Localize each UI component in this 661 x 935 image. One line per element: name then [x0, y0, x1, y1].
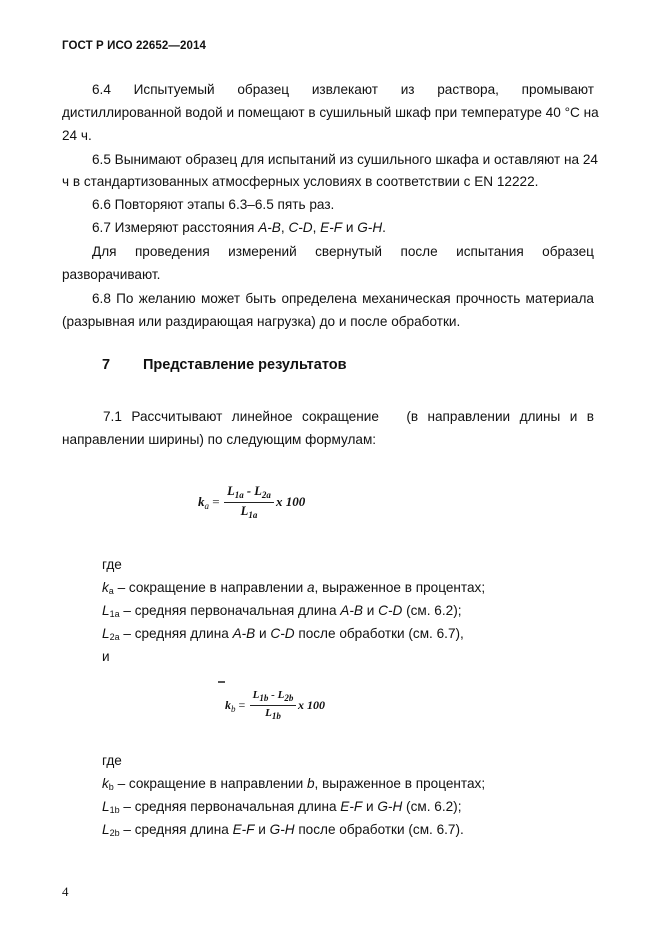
variable: a	[306, 580, 315, 595]
text: – средняя первоначальная длина	[119, 799, 341, 814]
symbol-l: L	[227, 484, 235, 498]
page-number: 4	[62, 884, 69, 899]
symbol: L	[102, 603, 110, 618]
def-l2b	[102, 821, 464, 842]
minus: -	[243, 484, 255, 498]
p67b-line1	[92, 243, 594, 261]
word: из	[400, 82, 415, 97]
p71-line2: направлении ширины) по следующим формулам:	[62, 432, 377, 447]
p68-line2: (разрывная или раздирающая нагрузка) до и после обработки.	[62, 314, 461, 329]
word: 6.4	[92, 82, 111, 97]
point: C-D	[378, 603, 403, 618]
equals: =	[238, 698, 246, 712]
symbol-k: k	[225, 698, 231, 712]
point: C-D	[270, 626, 295, 641]
subscript: 1b	[109, 805, 120, 815]
p65-line2: ч в стандартизованных атмосферных условиях в соответствии с EN 12222.	[62, 174, 539, 189]
formula-b-denominator	[250, 707, 296, 721]
point: G-H	[377, 799, 403, 814]
word: испытания	[456, 244, 524, 259]
formula-b-tail: x 100	[298, 698, 325, 712]
scan-mark	[218, 681, 225, 683]
point: E-F	[340, 799, 363, 814]
word: Рассчитывают	[131, 409, 223, 424]
word: в	[586, 409, 594, 424]
symbol-l: L	[254, 484, 262, 498]
text: и	[255, 626, 271, 641]
word: Для	[92, 244, 117, 259]
word: (в	[406, 409, 419, 424]
symbol: L	[102, 626, 110, 641]
word: измерений	[228, 244, 297, 259]
word: направлении	[427, 409, 511, 424]
formula-a-tail: x 100	[276, 494, 306, 509]
def-l1b	[102, 798, 461, 819]
subscript: b	[108, 782, 114, 792]
text: (см. 6.2);	[402, 603, 462, 618]
point: E-F	[232, 822, 255, 837]
symbol: L	[102, 822, 110, 837]
formula-b-numerator	[250, 689, 296, 703]
word: раствора,	[437, 82, 499, 97]
text: и	[254, 822, 270, 837]
where-label-2: где	[102, 753, 122, 768]
formula-a-numerator	[224, 484, 274, 500]
point: A-B	[232, 626, 256, 641]
text: после обработки (см. 6.7),	[294, 626, 464, 641]
word: образец	[237, 82, 290, 97]
p64-line1	[92, 81, 594, 99]
text: (см. 6.2);	[402, 799, 462, 814]
word: образец	[542, 244, 594, 259]
fraction-bar-a	[224, 502, 274, 503]
document-header: ГОСТ Р ИСО 22652—2014	[62, 40, 207, 52]
word: Испытуемый	[133, 82, 215, 97]
text: и	[362, 799, 378, 814]
subscript: 2a	[109, 632, 120, 642]
subscript: a	[108, 586, 114, 596]
text: ,	[312, 220, 321, 235]
variable: b	[306, 776, 315, 791]
text: 6.7 Измеряют расстояния	[92, 220, 259, 235]
word: проведения	[134, 244, 210, 259]
and-label: и	[102, 649, 110, 664]
symbol-l: L	[265, 707, 272, 719]
point: G-H	[269, 822, 295, 837]
p68-line1: 6.8 По желанию может быть определена механическая прочность материала	[92, 291, 594, 306]
point-cd: C-D	[288, 220, 313, 235]
text: , выраженное в процентах;	[314, 776, 486, 791]
formula-a-denominator	[224, 504, 274, 520]
formula-b-lhs	[225, 698, 245, 714]
p65-line1: 6.5 Вынимают образец для испытаний из сушильного шкафа и оставляют на 24	[92, 152, 598, 167]
fraction-bar-b	[250, 705, 296, 706]
text: – средняя длина	[119, 626, 233, 641]
text: и	[342, 220, 358, 235]
word: длины	[519, 409, 561, 424]
subscript: b	[231, 704, 236, 714]
def-l2a	[102, 625, 464, 646]
text: и	[362, 603, 379, 618]
symbol-l: L	[240, 504, 249, 518]
p64-line3: 24 ч.	[62, 128, 92, 143]
section-title: Представление результатов	[143, 357, 347, 373]
text: ,	[280, 220, 289, 235]
minus: -	[268, 689, 278, 701]
symbol: L	[102, 799, 110, 814]
subscript: 1b	[259, 693, 269, 703]
def-l1a	[102, 602, 462, 623]
text: .	[382, 220, 386, 235]
point-ab: A-B	[258, 220, 281, 235]
p64-line2: дистиллированной водой и помещают в сушильный шкаф при температуре 40 °С на	[62, 105, 599, 120]
symbol-l: L	[252, 689, 260, 701]
text: после обработки (см. 6.7).	[294, 822, 464, 837]
symbol-l: L	[277, 689, 285, 701]
symbol: k	[102, 580, 109, 595]
text: – средняя первоначальная длина	[119, 603, 341, 618]
def-kb	[102, 775, 485, 796]
where-label-1: где	[102, 557, 122, 572]
word: извлекают	[311, 82, 378, 97]
def-ka	[102, 579, 485, 600]
word: сокращение	[302, 409, 379, 424]
p67	[92, 219, 594, 237]
point: A-B	[340, 603, 363, 618]
symbol-k: k	[198, 494, 205, 509]
subscript: 2b	[284, 693, 294, 703]
subscript: 1a	[109, 609, 120, 619]
word: промывают	[521, 82, 594, 97]
text: – сокращение в направлении	[113, 580, 307, 595]
word: после	[400, 244, 438, 259]
subscript: 1b	[271, 711, 281, 721]
subscript: 2b	[109, 828, 120, 838]
word: свернутый	[315, 244, 383, 259]
subscript: a	[204, 501, 209, 511]
point-gh: G-H	[357, 220, 383, 235]
subscript: 2a	[261, 490, 271, 500]
word: и	[569, 409, 578, 424]
subscript: 1a	[248, 510, 258, 520]
section-number: 7	[102, 357, 111, 373]
symbol: k	[102, 776, 109, 791]
subscript: 1a	[234, 490, 244, 500]
p67b-line2: разворачивают.	[62, 267, 161, 282]
word: линейное	[231, 409, 293, 424]
text: – средняя длина	[119, 822, 233, 837]
text: – сокращение в направлении	[113, 776, 307, 791]
p66: 6.6 Повторяют этапы 6.3–6.5 пять раз.	[92, 197, 335, 212]
text: , выраженное в процентах;	[314, 580, 486, 595]
equals: =	[212, 494, 220, 509]
word: 7.1	[103, 409, 122, 424]
p71-line1	[103, 408, 594, 426]
formula-a-lhs	[198, 494, 220, 511]
point-ef: E-F	[320, 220, 343, 235]
